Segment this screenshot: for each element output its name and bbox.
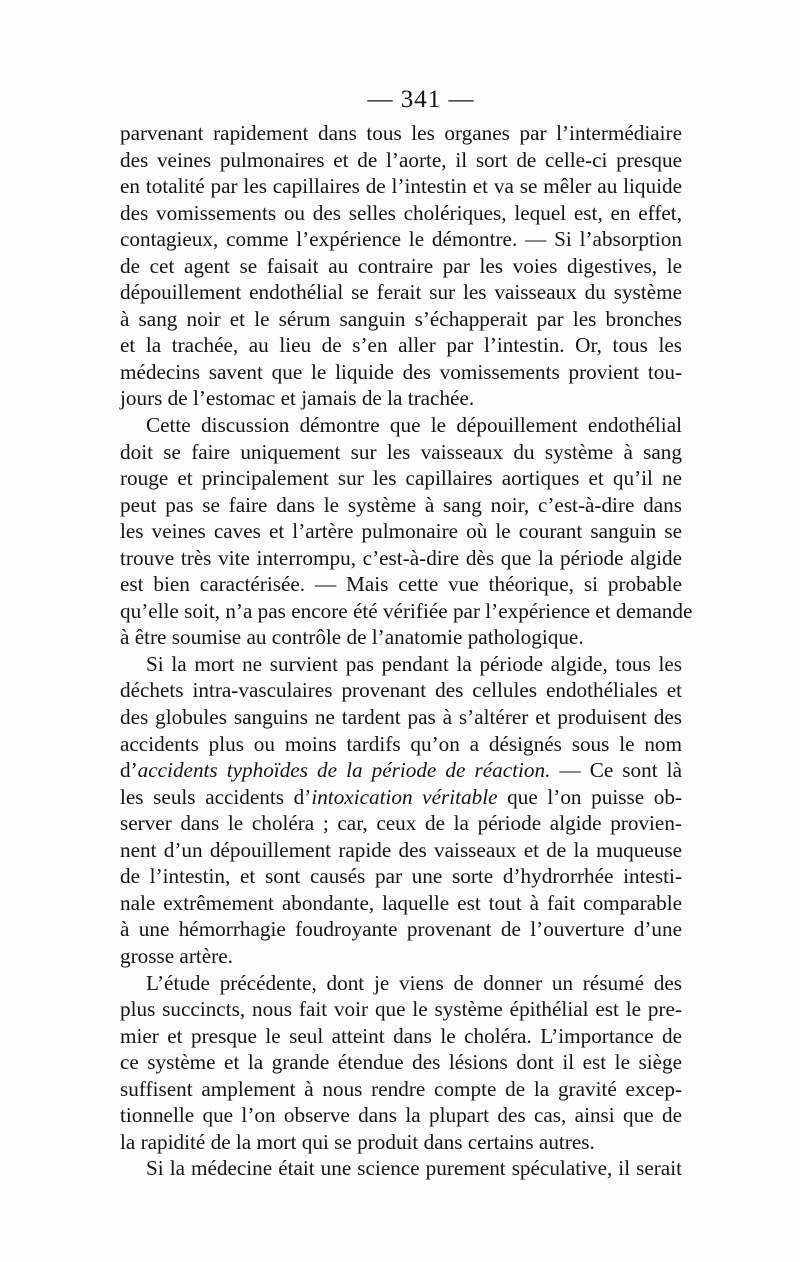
paragraph-4 [120, 970, 682, 1156]
text-line: médecins savent que le liquide des vomissements provient tou- [120, 359, 682, 384]
text-line: parvenant rapidement dans tous les organes par l’intermédiaire [120, 121, 682, 145]
text-line: tionnelle que l’on observe dans la plupart des cas, ainsi que de [120, 1103, 682, 1128]
italic-term: accidents typhoïdes de la période de réaction. [137, 758, 551, 783]
text-line-with-italic [120, 757, 682, 784]
text-run: — Ce sont là [550, 758, 682, 783]
text-line: à sang noir et le sérum sanguin s’échapperait par les bronches [120, 306, 682, 331]
text-line: plus succincts, nous fait voir que le système épithélial est le pre- [120, 997, 682, 1022]
text-line: de cet agent se faisait au contraire par les voies digestives, le [120, 253, 682, 278]
text-line: ce système et la grande étendue des lésions dont il est le siège [120, 1050, 682, 1075]
text-run: que l’on puisse ob- [497, 784, 683, 809]
text-line: dépouillement endothélial se ferait sur les vaisseaux du système [120, 280, 682, 305]
text-line: des globules sanguins ne tardent pas à s’altérer et produisent des [120, 705, 682, 730]
text-line: server dans le choléra ; car, ceux de la période algide provien- [120, 811, 682, 836]
text-line: des veines pulmonaires et de l’aorte, il sort de celle-ci presque [120, 147, 682, 172]
page-number: — 341 — [367, 86, 475, 113]
text-line: suffisent amplement à nous rendre compte de la gravité excep- [120, 1076, 682, 1101]
text-line: Si la médecine était une science purement spéculative, il serait [146, 1156, 682, 1181]
text-line: et la trachée, au lieu de s’en aller par l’intestin. Or, tous les [120, 333, 682, 358]
text-line: jours de l’estomac et jamais de la trachée. [120, 386, 475, 411]
text-line: les veines caves et l’artère pulmonaire où le courant sanguin se [120, 519, 682, 544]
text-line: est bien caractérisée. — Mais cette vue théorique, si probable [120, 572, 682, 597]
text-line: nent d’un dépouillement rapide des vaisseaux et de la muqueuse [120, 837, 682, 862]
text-line: trouve très vite interrompu, c’est-à-dire dès que la période algide [120, 545, 682, 570]
text-line: à être soumise au contrôle de l’anatomie pathologique. [120, 625, 584, 650]
text-run: d’ [120, 758, 138, 783]
text-line: peut pas se faire dans le système à sang noir, c’est-à-dire dans [120, 492, 682, 517]
text-line: mier et presque le seul atteint dans le choléra. L’importance de [120, 1023, 682, 1048]
italic-term: intoxication véritable [311, 784, 498, 809]
text-line: la rapidité de la mort qui se produit dans certains autres. [120, 1129, 595, 1154]
text-line: des vomissements ou des selles cholériques, lequel est, en effet, [120, 200, 682, 225]
paragraph-5 [120, 1155, 682, 1182]
text-run: les seuls accidents d’ [120, 784, 312, 809]
text-line: en totalité par les capillaires de l’intestin et va se mêler au liquide [120, 174, 682, 199]
text-line-with-italic [120, 784, 682, 811]
paragraph-1 [120, 120, 682, 412]
text-line: nale extrêmement abondante, laquelle est tout à fait comparable [120, 890, 682, 915]
text-line: Cette discussion démontre que le dépouillement endothélial [146, 413, 682, 438]
text-line: grosse artère. [120, 943, 233, 968]
text-line: contagieux, comme l’expérience le démontre. — Si l’absorption [120, 227, 682, 252]
text-line: doit se faire uniquement sur les vaisseaux du système à sang [120, 439, 682, 464]
text-line: de l’intestin, et sont causés par une sorte d’hydrorrhée intesti- [120, 864, 682, 889]
text-line: qu’elle soit, n’a pas encore été vérifiée par l’expérience et demande [120, 598, 693, 623]
text-line: déchets intra-vasculaires provenant des cellules endothéliales et [120, 678, 682, 703]
text-line: L’étude précédente, dont je viens de donner un résumé des [146, 970, 682, 995]
paragraph-2 [120, 412, 693, 651]
text-line: accidents plus ou moins tardifs qu’on a désignés sous le nom [120, 731, 682, 756]
text-line: Si la mort ne survient pas pendant la période algide, tous les [146, 651, 682, 676]
text-line: à une hémorrhagie foudroyante provenant de l’ouverture d’une [120, 917, 682, 942]
text-line: rouge et principalement sur les capillaires aortiques et qu’il ne [120, 466, 682, 491]
paragraph-3 [120, 651, 682, 970]
